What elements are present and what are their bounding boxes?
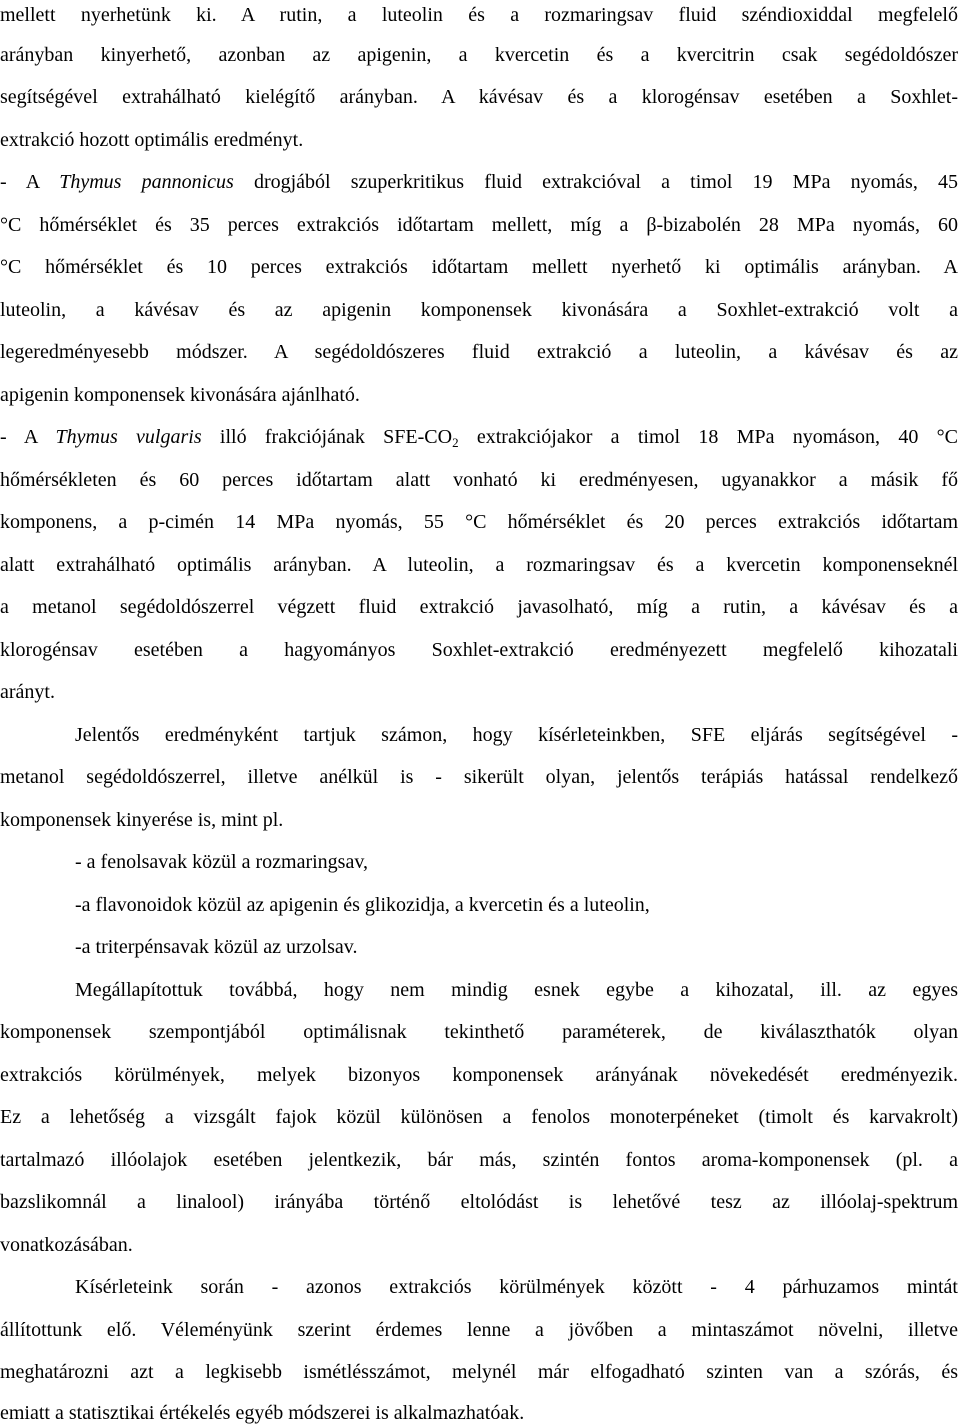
text-line: komponensek kinyerése is, mint pl. [0, 809, 284, 831]
subscript: 2 [452, 435, 459, 450]
species-name: Thymus vulgaris [55, 426, 202, 448]
text-line: hőmérsékleten és 60 perces időtartam alatt vonható ki eredményesen, ugyanakkor a másik fő [0, 469, 958, 491]
text-line: mellett nyerhetünk ki. A rutin, a luteolin és a rozmaringsav fluid széndioxiddal megfelelő [0, 4, 958, 26]
list-item: -a flavonoidok közül az apigenin és glikozidja, a kvercetin és a luteolin, [75, 894, 650, 916]
text-line: extrakció hozott optimális eredményt. [0, 129, 304, 151]
text-line: arányban kinyerhető, azonban az apigenin, a kvercetin és a kvercitrin csak segédoldószer [0, 44, 958, 66]
text-line: legeredményesebb módszer. A segédoldószeres fluid extrakció a luteolin, a kávésav és az [0, 341, 958, 363]
text-line: emiatt a statisztikai értékelés egyéb módszerei is alkalmazhatóak. [0, 1402, 525, 1424]
text-line: komponensek szempontjából optimálisnak tekinthető paraméterek, de kiválaszthatók olyan [0, 1021, 958, 1043]
text-line: °C hőmérséklet és 10 perces extrakciós időtartam mellett nyerhető ki optimális arányban. A [0, 256, 958, 278]
text-line: tartalmazó illóolajok esetében jelentkezik, bár más, szintén fontos aroma-komponensek (pl. a [0, 1149, 958, 1171]
text-line: Megállapítottuk továbbá, hogy nem mindig esnek egybe a kihozatal, ill. az egyes [75, 979, 958, 1001]
text-line: a metanol segédoldószerrel végzett fluid extrakció javasolható, míg a rutin, a kávésav és a [0, 596, 958, 618]
list-item: - a fenolsavak közül a rozmaringsav, [75, 851, 369, 873]
text-line: apigenin komponensek kivonására ajánlható. [0, 384, 360, 406]
text-line: extrakciós körülmények, melyek bizonyos komponensek arányának növekedését eredményezik. [0, 1064, 958, 1086]
text-line: meghatározni azt a legkisebb ismétlésszámot, melynél már elfogadható szinten van a szórás, és [0, 1361, 958, 1383]
text-line: bazslikomnál a linalool) irányába történő eltolódást is lehetővé tesz az illóolaj-spektrum [0, 1191, 958, 1213]
text-line: metanol segédoldószerrel, illetve anélkül is - sikerült olyan, jelentős terápiás hatással rendelkező [0, 766, 958, 788]
text-line: Jelentős eredményként tartjuk számon, hogy kísérleteinkben, SFE eljárás segítségével - [75, 724, 958, 746]
text-line: Kísérleteink során - azonos extrakciós körülmények között - 4 párhuzamos mintát [75, 1276, 958, 1298]
species-name: Thymus pannonicus [59, 171, 234, 193]
text-line: - A Thymus vulgaris illó frakciójának SFE-$CO_2$ extrakciójakor a timol 18 MPa nyomáson, 40 °C [0, 426, 958, 450]
text-line: komponens, a p-cimén 14 MPa nyomás, 55 °C hőmérséklet és 20 perces extrakciós időtartam [0, 511, 958, 533]
text-line: vonatkozásában. [0, 1234, 133, 1256]
text-line: állítottunk elő. Véleményünk szerint érdemes lenne a jövőben a mintaszámot növelni, illetve [0, 1319, 958, 1341]
text-line: arányt. [0, 681, 55, 703]
list-item: -a triterpénsavak közül az urzolsav. [75, 936, 358, 958]
text-line: Ez a lehetőség a vizsgált fajok közül különösen a fenolos monoterpéneket (timolt és karvakrolt) [0, 1106, 958, 1128]
text-line: alatt extrahálható optimális arányban. A luteolin, a rozmaringsav és a kvercetin komponenseknél [0, 554, 958, 576]
text-line: - A Thymus pannonicus drogjából szuperkritikus fluid extrakcióval a timol 19 MPa nyomás, 45 [0, 171, 958, 193]
text-line: °C hőmérséklet és 35 perces extrakciós időtartam mellett, míg a β-bizabolén 28 MPa nyomás, 60 [0, 214, 958, 236]
text-line: luteolin, a kávésav és az apigenin komponensek kivonására a Soxhlet-extrakció volt a [0, 299, 958, 321]
text-line: klorogénsav esetében a hagyományos Soxhlet-extrakció eredményezett megfelelő kihozatali [0, 639, 958, 661]
text-line: segítségével extrahálható kielégítő arányban. A kávésav és a klorogénsav esetében a Soxhlet- [0, 86, 958, 108]
